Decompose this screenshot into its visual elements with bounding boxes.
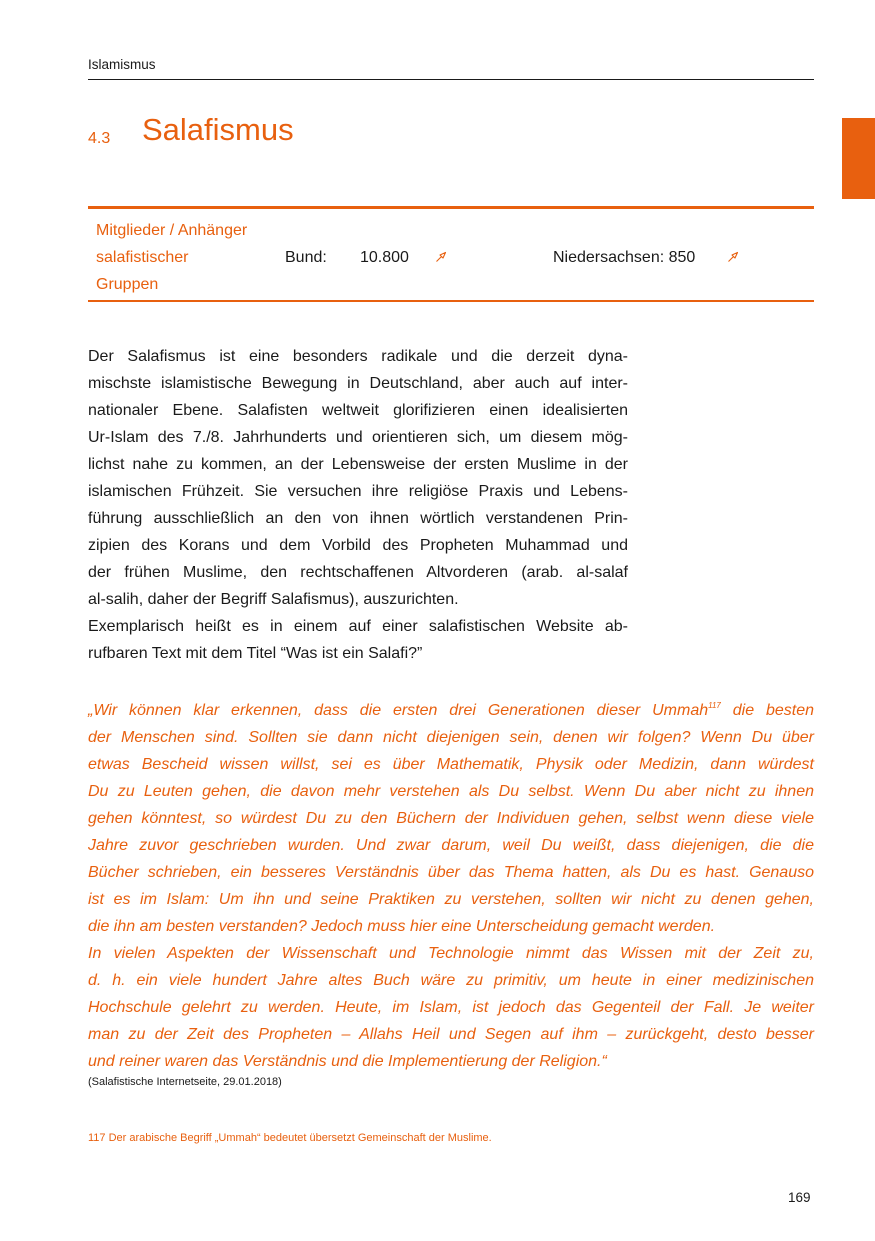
quote-line: ist es im Islam: Um ihn und seine Praktiken zu verstehen, sollten wir nicht zu denen gehen, [88,891,814,908]
quote-line: d. h. ein viele hundert Jahre altes Buch wäre zu primitiv, um heute in einer medizinischen [88,972,814,989]
quote-line: man zu der Zeit des Propheten – Allahs Heil und Segen auf ihm – zurückgeht, desto besser [88,1026,814,1043]
chapter-thumb-tab [842,118,875,199]
block-quote [88,692,814,1075]
quote-line: In vielen Aspekten der Wissenschaft und Technologie nimmt das Wissen mit der Zeit zu, [88,945,814,962]
quote-source: (Salafistische Internetseite, 29.01.2018) [88,1076,282,1088]
text-line: nationaler Ebene. Salafisten weltweit glorifizieren einen idealisierten [88,402,628,419]
quote-line: Jahre zuvor geschrieben wurden. Und zwar darum, weil Du weißt, dass diejenigen, die die [88,837,814,854]
quote-line: gehen könntest, so würdest Du zu den Büchern der Individuen gehen, selbst wenn diese viele [88,810,814,827]
page-number: 169 [788,1190,811,1205]
quote-text: „Wir können klar erkennen, dass die ersten drei Generationen dieser Ummah [88,702,709,719]
stat-label [96,217,247,298]
text-line: Exemplarisch heißt es in einem auf einer salafistischen Website ab- [88,618,628,635]
text-line: Der Salafismus ist eine besonders radikale und die derzeit dyna- [88,348,628,365]
footnote-reference[interactable]: 117 [708,701,721,710]
quote-line: und reiner waren das Verständnis und die Implementierung der Religion.“ [88,1053,607,1070]
text-line: Ur-Islam des 7./8. Jahrhunderts und orientieren sich, um diesem mög- [88,429,628,446]
footnote: 117 Der arabische Begriff „Ummah“ bedeutet übersetzt Gemeinschaft der Muslime. [88,1132,492,1144]
header-rule [88,79,814,80]
text-line: rufbaren Text mit dem Titel “Was ist ein Salafi?” [88,645,423,662]
body-paragraph [88,343,628,667]
quote-line: Hochschule gelehrt zu werden. Heute, im Islam, ist jedoch das Gegenteil der Fall. Je weiter [88,999,814,1016]
arrow-up-right-icon [435,251,447,263]
text-line: islamischen Frühzeit. Sie versuchen ihre religiöse Praxis und Lebens- [88,483,628,500]
text-line: mischste islamistische Bewegung in Deutschland, aber auch auf inter- [88,375,628,392]
quote-line [88,692,814,724]
text-line: al-salih, daher der Begriff Salafismus), auszurichten. [88,591,459,608]
quote-text: die besten [720,702,815,719]
running-head: Islamismus [88,57,156,72]
quote-line: Du zu Leuten gehen, die davon mehr verstehen als Du selbst. Wenn Du aber nicht zu ihnen [88,783,814,800]
membership-stat-box [88,206,814,302]
text-line: lichst nahe zu kommen, an der Lebensweise der ersten Muslime in der [88,456,628,473]
text-line: der frühen Muslime, den rechtschaffenen Altvorderen (arab. al-salaf [88,564,628,581]
text-line: zipien des Korans und dem Vorbild des Propheten Muhammad und [88,537,628,554]
stat-label-line: Gruppen [96,276,159,293]
arrow-up-right-icon [727,251,739,263]
quote-line: etwas Bescheid wissen willst, sei es über Mathematik, Physik oder Medizin, dann würdest [88,756,814,773]
bund-value: 10.800 [360,249,409,266]
section-number: 4.3 [88,130,111,147]
stat-label-line: salafistischer [96,249,189,266]
quote-line: Bücher schrieben, ein besseres Verständnis über das Thema hatten, als Du es hast. Genauso [88,864,814,881]
quote-line: die ihn am besten verstanden? Jedoch muss hier eine Unterscheidung gemacht werden. [88,918,716,935]
quote-line: der Menschen sind. Sollten sie dann nicht diejenigen sein, denen wir folgen? Wenn Du über [88,729,814,746]
section-title: Salafismus [142,112,294,147]
stat-label-line: Mitglieder / Anhänger [96,222,248,239]
niedersachsen-value: Niedersachsen: 850 [553,249,696,266]
bund-label: Bund: [285,249,327,266]
text-line: führung ausschließlich an den von ihnen wörtlich verstandenen Prin- [88,510,628,527]
